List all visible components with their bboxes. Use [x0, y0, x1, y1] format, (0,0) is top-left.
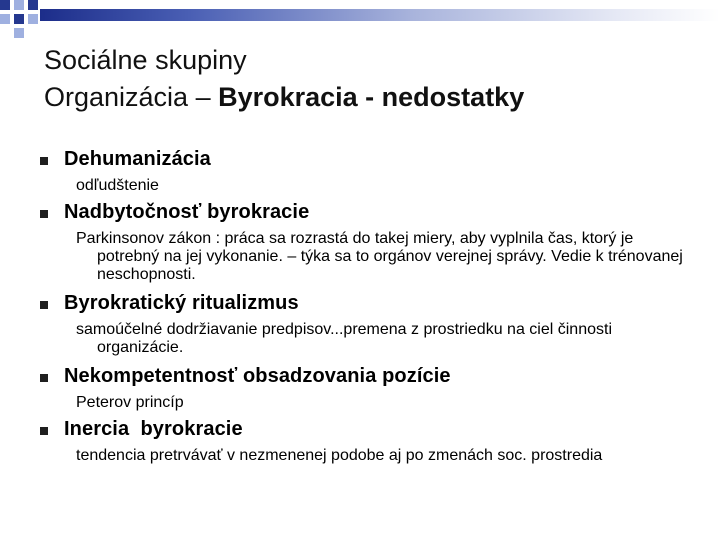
- bullet-square-icon: [40, 427, 48, 435]
- bullet-square-icon: [40, 210, 48, 218]
- title-line-2-bold: Byrokracia - nedostatky: [218, 82, 525, 112]
- bullet-heading: Nadbytočnosť byrokracie: [64, 201, 310, 223]
- title-line-2-prefix: Organizácia –: [44, 82, 219, 112]
- bullet-square-icon: [40, 301, 48, 309]
- bullet-square-icon: [40, 374, 48, 382]
- bullet-detail: odľudštenie: [76, 177, 159, 194]
- bullet-heading: Inercia byrokracie: [64, 418, 243, 440]
- bullet-detail: tendencia pretrvávať v nezmenenej podobe aj po zmenách soc. prostredia: [76, 447, 603, 464]
- bullet-detail: Parkinsonov zákon : práca sa rozrastá do takej miery, aby vyplnila čas, ktorý je potrebný na jej vykonanie. – týka sa to orgánov verejnej správy. Vedie k trénovanej neschopnosti.: [76, 230, 683, 283]
- title-line-1: Sociálne skupiny: [44, 45, 247, 75]
- bullet-detail: samoúčelné dodržiavanie predpisov...premena z prostriedku na ciel činnosti organizácie.: [76, 321, 612, 356]
- bullet-heading: Dehumanizácia: [64, 148, 211, 170]
- bullet-heading: Nekompetentnosť obsadzovania pozície: [64, 365, 451, 387]
- bullet-square-icon: [40, 157, 48, 165]
- bullet-heading: Byrokratický ritualizmus: [64, 292, 299, 314]
- bullet-detail: Peterov princíp: [76, 394, 184, 411]
